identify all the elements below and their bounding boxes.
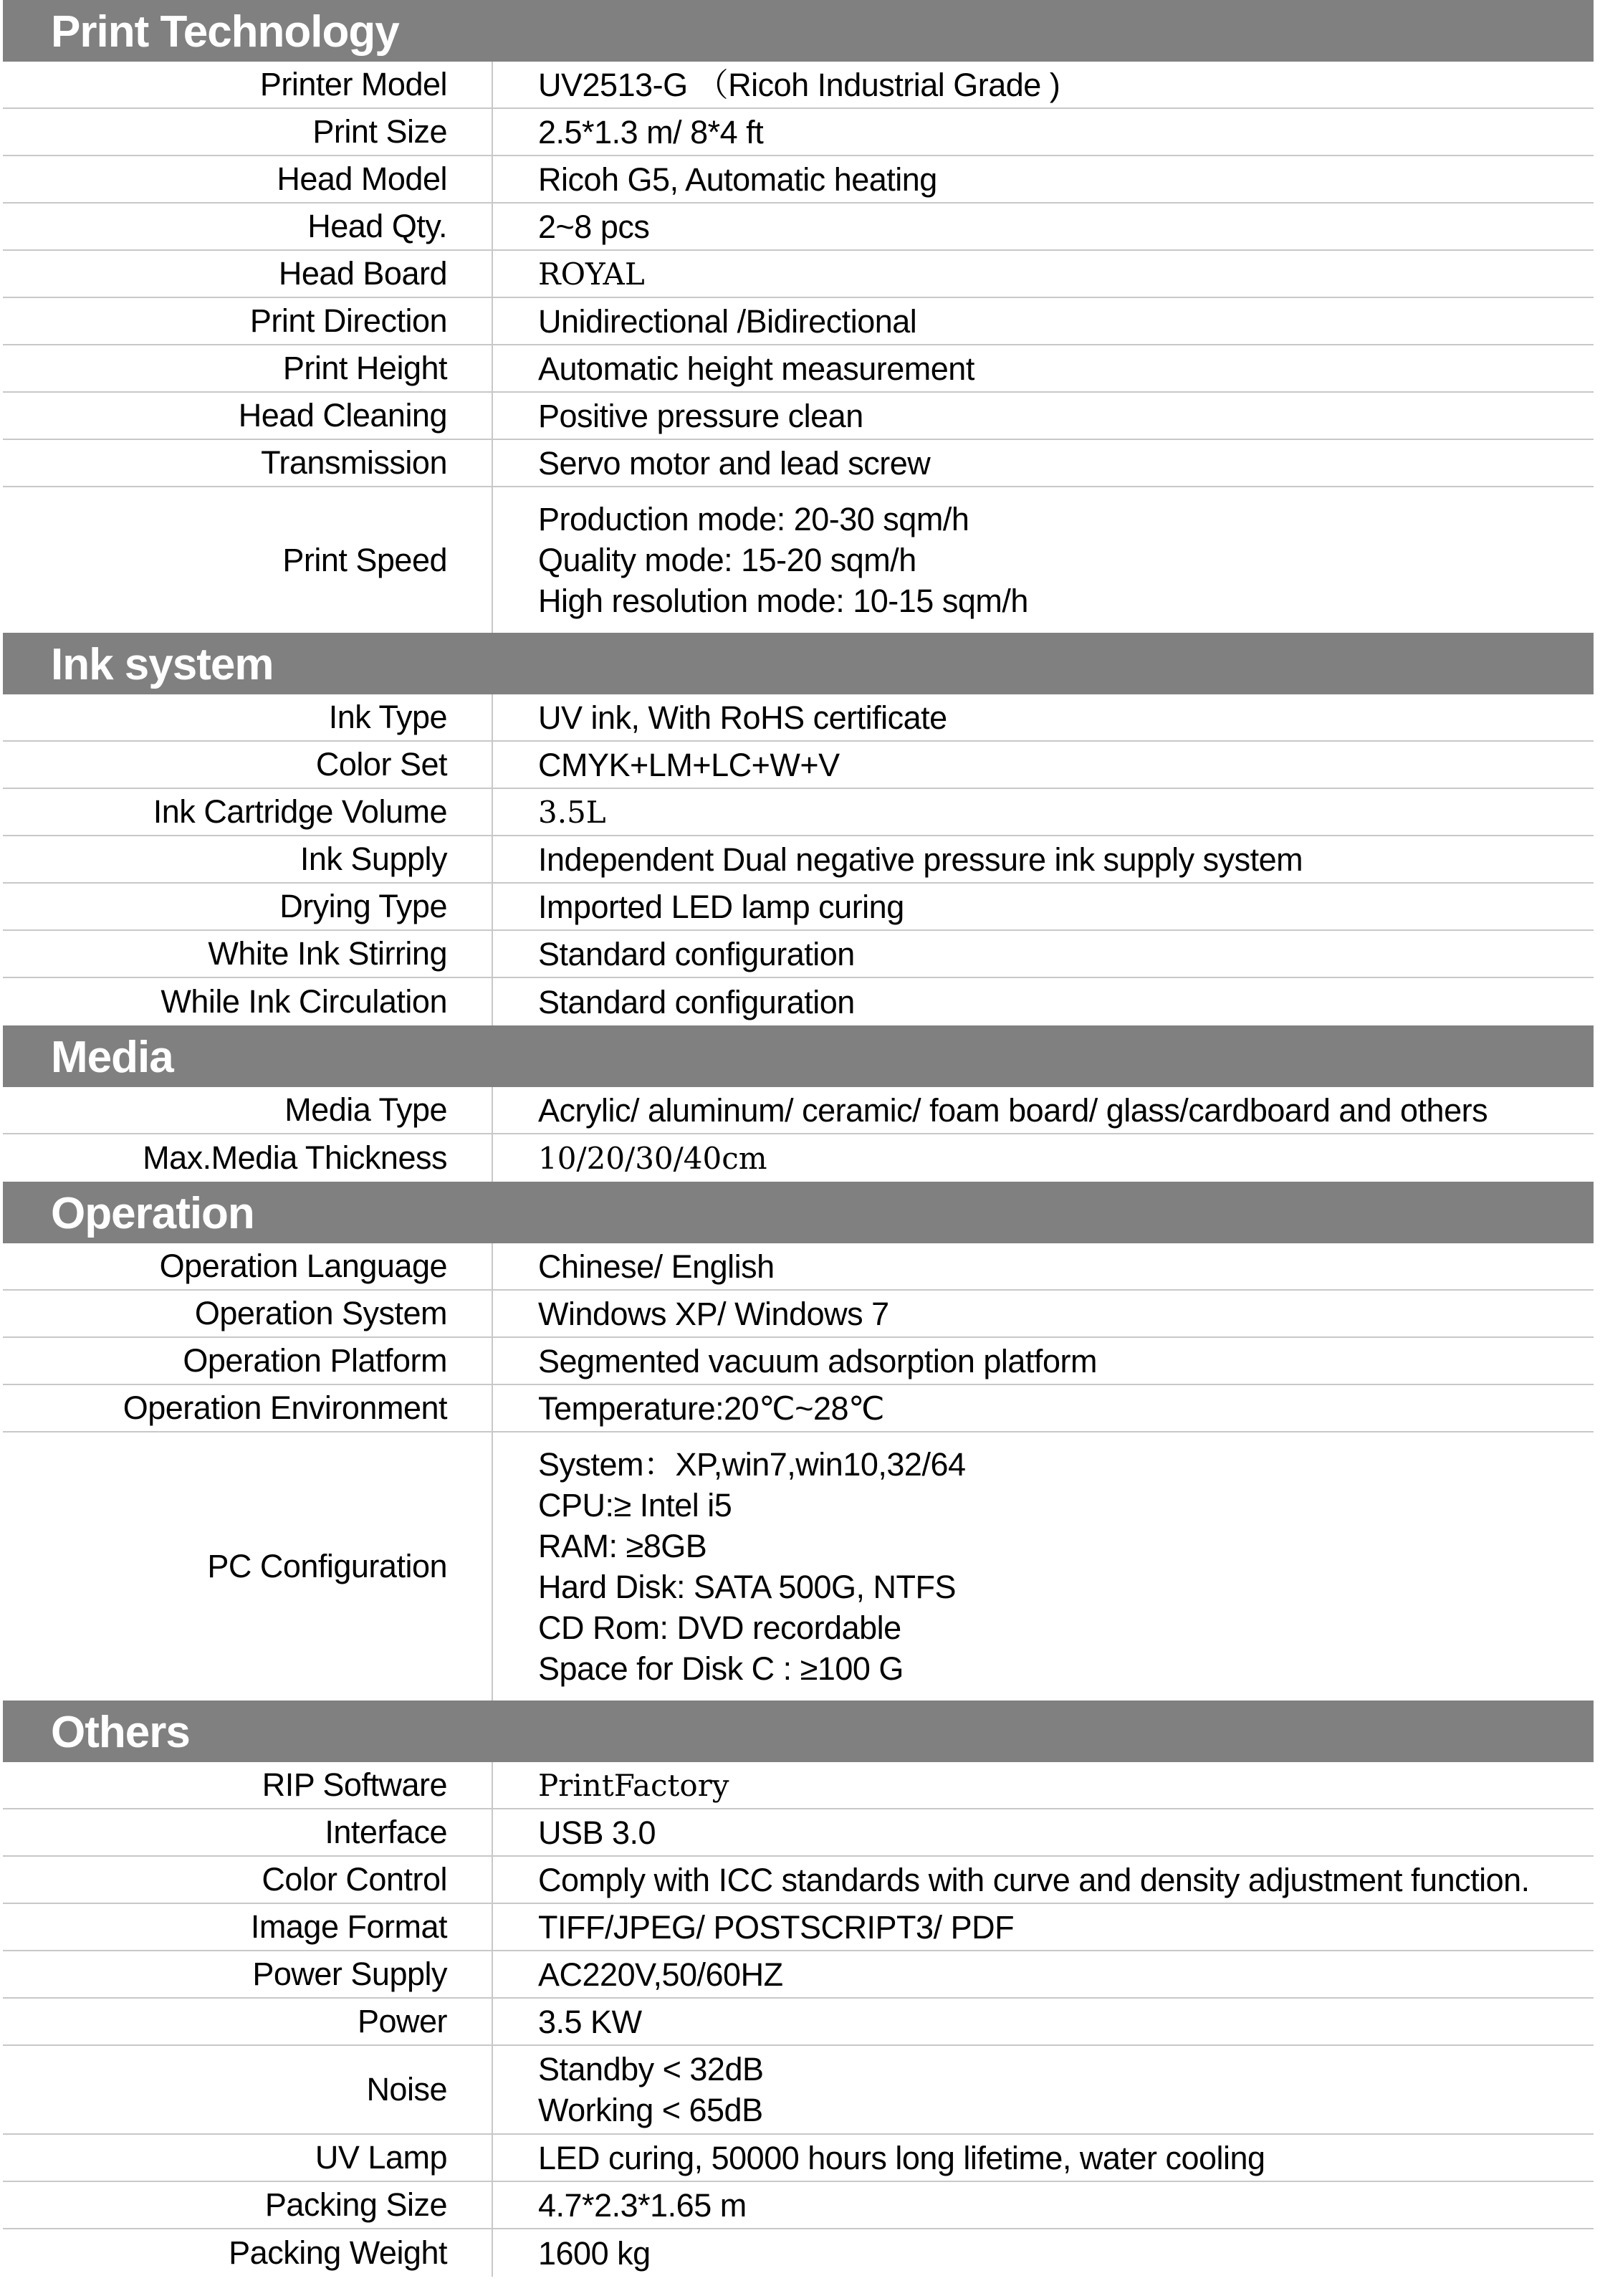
spec-value [493, 62, 1594, 107]
spec-value-line: Segmented vacuum adsorption platform [538, 1342, 1097, 1379]
spec-label: Image Format [3, 1904, 493, 1950]
spec-label: Ink Cartridge Volume [3, 789, 493, 835]
spec-value-line: Quality mode: 15-20 sqm/h [538, 542, 916, 578]
spec-value-line: Standard configuration [538, 983, 855, 1020]
spec-label: UV Lamp [3, 2135, 493, 2181]
spec-value [493, 1291, 1594, 1336]
spec-value-line: 4.7*2.3*1.65 m [538, 2186, 747, 2224]
spec-value [493, 1951, 1594, 1997]
spec-value-line: 1600 kg [538, 2234, 651, 2272]
spec-row-print-height [3, 345, 1594, 393]
spec-value-line: Production mode: 20-30 sqm/h [538, 501, 969, 537]
spec-label: Drying Type [3, 884, 493, 929]
spec-value-line: Acrylic/ aluminum/ ceramic/ foam board/ glass/cardboard and others [538, 1091, 1488, 1129]
spec-value-line: PrintFactory [538, 1767, 729, 1803]
spec-label: Noise [3, 2046, 493, 2133]
spec-value [493, 884, 1594, 929]
spec-row-noise [3, 2046, 1594, 2135]
section-header-ink-system: Ink system [3, 633, 1594, 694]
spec-label: Operation Environment [3, 1385, 493, 1431]
spec-row-color-control [3, 1857, 1594, 1904]
spec-value-line: Standard configuration [538, 935, 855, 972]
spec-value-line: CD Rom: DVD recordable [538, 1609, 901, 1646]
spec-label: Media Type [3, 1087, 493, 1133]
spec-value-line: System：XP,win7,win10,32/64 [538, 1446, 966, 1483]
spec-row-head-cleaning [3, 393, 1594, 440]
section-table-others [3, 1762, 1594, 2277]
spec-row-max-media-thickness [3, 1134, 1594, 1182]
spec-value-line: 2.5*1.3 m/ 8*4 ft [538, 113, 764, 150]
spec-label: Ink Type [3, 694, 493, 740]
spec-row-while-ink-circulation [3, 978, 1594, 1025]
spec-value [493, 1385, 1594, 1431]
spec-value-line: UV2513-G （Ricoh Industrial Grade ) [538, 66, 1060, 103]
spec-value [493, 836, 1594, 882]
spec-label: Operation Language [3, 1243, 493, 1289]
spec-value [493, 156, 1594, 202]
spec-row-media-type [3, 1087, 1594, 1134]
spec-value [493, 345, 1594, 391]
spec-value-line: Hard Disk: SATA 500G, NTFS [538, 1569, 956, 1605]
spec-value-line: USB 3.0 [538, 1814, 656, 1851]
spec-value [493, 298, 1594, 344]
spec-row-interface [3, 1809, 1594, 1857]
spec-row-operation-environment [3, 1385, 1594, 1432]
spec-row-operation-platform [3, 1338, 1594, 1385]
section-table-operation [3, 1243, 1594, 1701]
section-header-others: Others [3, 1701, 1594, 1762]
spec-row-head-qty [3, 204, 1594, 251]
spec-value [493, 1338, 1594, 1384]
spec-label: Packing Weight [3, 2229, 493, 2277]
spec-row-drying-type [3, 884, 1594, 931]
spec-value [493, 109, 1594, 155]
spec-label: Transmission [3, 440, 493, 486]
spec-row-ink-cartridge-volume [3, 789, 1594, 836]
spec-value-line: Temperature:20℃~28℃ [538, 1389, 885, 1427]
spec-value-line: CMYK+LM+LC+W+V [538, 746, 840, 783]
spec-value [493, 1809, 1594, 1855]
spec-value-line: Windows XP/ Windows 7 [538, 1295, 889, 1332]
spec-value [493, 251, 1594, 297]
spec-value [493, 1999, 1594, 2044]
spec-label: Power [3, 1999, 493, 2044]
spec-value-line: UV ink, With RoHS certificate [538, 699, 947, 736]
spec-row-image-format [3, 1904, 1594, 1951]
section-table-ink-system [3, 694, 1594, 1025]
spec-value-line: Comply with ICC standards with curve and density adjustment function. [538, 1861, 1530, 1898]
spec-row-transmission [3, 440, 1594, 487]
spec-value-line: Standby < 32dB [538, 2051, 764, 2087]
spec-row-ink-supply [3, 836, 1594, 884]
spec-value [493, 1904, 1594, 1950]
spec-row-ink-type [3, 694, 1594, 742]
section-header-operation: Operation [3, 1182, 1594, 1243]
section-header-media: Media [3, 1025, 1594, 1087]
spec-row-operation-language [3, 1243, 1594, 1291]
section-table-print-technology [3, 62, 1594, 633]
spec-row-power [3, 1999, 1594, 2046]
spec-label: Ink Supply [3, 836, 493, 882]
section-table-media [3, 1087, 1594, 1182]
spec-label: Head Board [3, 251, 493, 297]
spec-label: Color Set [3, 742, 493, 788]
spec-value-line: Ricoh G5, Automatic heating [538, 161, 937, 198]
spec-value-line: LED curing, 50000 hours long lifetime, water cooling [538, 2139, 1265, 2176]
spec-value-line: 3.5 KW [538, 2003, 642, 2040]
spec-value [493, 393, 1594, 439]
spec-row-print-speed [3, 487, 1594, 633]
spec-value [493, 1243, 1594, 1289]
spec-value [493, 2229, 1594, 2277]
spec-value [493, 931, 1594, 977]
spec-value-line: 10/20/30/40cm [538, 1140, 767, 1176]
spec-value [493, 1087, 1594, 1133]
spec-row-head-model [3, 156, 1594, 204]
spec-row-head-board [3, 251, 1594, 298]
spec-value [493, 2046, 1594, 2133]
spec-label: Packing Size [3, 2182, 493, 2228]
spec-value-line: Automatic height measurement [538, 350, 974, 387]
spec-value [493, 742, 1594, 788]
spec-label: Print Size [3, 109, 493, 155]
spec-value-line: RAM: ≥8GB [538, 1528, 707, 1564]
spec-label: Max.Media Thickness [3, 1134, 493, 1182]
spec-label: Print Height [3, 345, 493, 391]
spec-row-color-set [3, 742, 1594, 789]
spec-row-rip-software [3, 1762, 1594, 1809]
spec-label: While Ink Circulation [3, 978, 493, 1025]
spec-label: Print Direction [3, 298, 493, 344]
spec-row-uv-lamp [3, 2135, 1594, 2182]
spec-label: Operation System [3, 1291, 493, 1336]
spec-row-white-ink-stirring [3, 931, 1594, 978]
spec-value-line: Space for Disk C : ≥100 G [538, 1650, 904, 1687]
spec-value-line: Working < 65dB [538, 2092, 763, 2128]
spec-value [493, 204, 1594, 249]
spec-label: Printer Model [3, 62, 493, 107]
spec-label: White Ink Stirring [3, 931, 493, 977]
spec-row-print-size [3, 109, 1594, 156]
spec-row-packing-weight [3, 2229, 1594, 2277]
spec-value-line: Imported LED lamp curing [538, 888, 904, 925]
spec-label: Head Cleaning [3, 393, 493, 439]
spec-sheet [3, 0, 1594, 2277]
spec-value [493, 440, 1594, 486]
spec-value-line: 2~8 pcs [538, 208, 650, 245]
spec-value-line: Independent Dual negative pressure ink supply system [538, 841, 1303, 878]
spec-row-power-supply [3, 1951, 1594, 1999]
spec-value [493, 2135, 1594, 2181]
spec-label: Power Supply [3, 1951, 493, 1997]
spec-row-operation-system [3, 1291, 1594, 1338]
spec-label: Print Speed [3, 487, 493, 633]
spec-value [493, 789, 1594, 835]
spec-label: Head Qty. [3, 204, 493, 249]
spec-value [493, 487, 1594, 633]
spec-value [493, 1134, 1594, 1182]
spec-row-pc-configuration [3, 1432, 1594, 1701]
spec-row-printer-model [3, 62, 1594, 109]
section-header-print-technology: Print Technology [3, 0, 1594, 62]
spec-label: Operation Platform [3, 1338, 493, 1384]
spec-label: Interface [3, 1809, 493, 1855]
spec-row-print-direction [3, 298, 1594, 345]
spec-value [493, 1432, 1594, 1701]
spec-value-line: TIFF/JPEG/ POSTSCRIPT3/ PDF [538, 1908, 1015, 1946]
spec-value [493, 978, 1594, 1025]
spec-row-packing-size [3, 2182, 1594, 2229]
spec-value-line: AC220V,50/60HZ [538, 1956, 783, 1993]
spec-value-line: CPU:≥ Intel i5 [538, 1487, 732, 1524]
spec-value [493, 1762, 1594, 1808]
spec-value-line: 3.5L [538, 794, 606, 830]
spec-label: PC Configuration [3, 1432, 493, 1701]
spec-value-line: High resolution mode: 10-15 sqm/h [538, 583, 1028, 619]
spec-value [493, 694, 1594, 740]
spec-label: RIP Software [3, 1762, 493, 1808]
spec-value-line: Servo motor and lead screw [538, 444, 931, 482]
spec-label: Head Model [3, 156, 493, 202]
spec-value-line: ROYAL [538, 256, 645, 292]
spec-value-line: Positive pressure clean [538, 397, 863, 434]
spec-value-line: Chinese/ English [538, 1248, 775, 1285]
spec-label: Color Control [3, 1857, 493, 1903]
spec-value-line: Unidirectional /Bidirectional [538, 302, 917, 340]
spec-value [493, 2182, 1594, 2228]
spec-value [493, 1857, 1594, 1903]
